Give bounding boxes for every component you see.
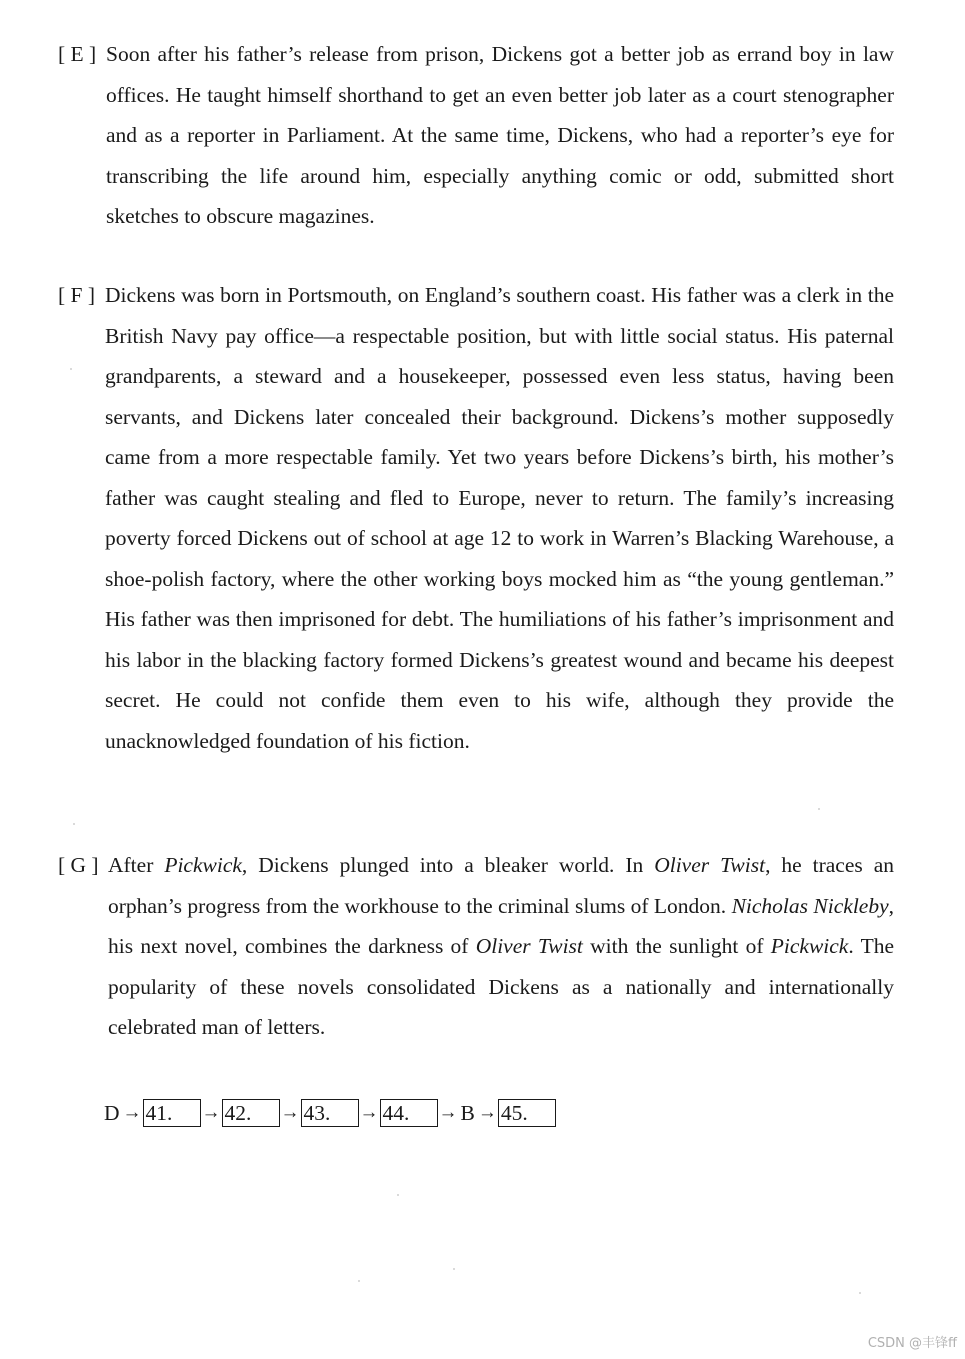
book-title-nicholas-nickleby: Nicholas Nickleby <box>731 893 889 918</box>
answer-box-45[interactable]: 45. <box>498 1099 556 1127</box>
paragraph-f <box>58 275 894 761</box>
scan-speck <box>859 1292 861 1294</box>
answer-box-42[interactable]: 42. <box>222 1099 280 1127</box>
paragraph-e <box>58 34 894 237</box>
text-segment: After <box>108 853 165 877</box>
watermark: CSDN @丰锋ff <box>867 1336 957 1351</box>
arrow-icon: → <box>280 1102 300 1123</box>
book-title-oliver-twist: Oliver Twist <box>654 853 766 877</box>
arrow-icon: → <box>122 1102 142 1123</box>
answer-box-43[interactable]: 43. <box>301 1099 359 1127</box>
answer-sequence <box>102 1096 556 1130</box>
paragraph-g <box>58 845 894 1048</box>
arrow-icon: → <box>201 1102 221 1123</box>
arrow-icon: → <box>438 1102 458 1123</box>
scan-speck <box>70 368 72 370</box>
paragraph-text-g <box>108 845 894 1048</box>
text-segment: , he traces an orphan’s progress from the workhouse to the criminal slums of London. <box>108 853 894 918</box>
sequence-middle-letter: B <box>460 1100 475 1125</box>
sequence-start-letter: D <box>104 1100 120 1125</box>
answer-box-41[interactable]: 41. <box>143 1099 201 1127</box>
scan-speck <box>358 1280 360 1282</box>
answer-box-44[interactable]: 44. <box>380 1099 438 1127</box>
scan-speck <box>453 1268 455 1270</box>
scan-speck <box>73 823 75 825</box>
paragraph-label-e: [ E ] <box>58 42 97 66</box>
text-segment: , his next novel, combines the darkness of <box>108 893 894 958</box>
arrow-icon: → <box>477 1102 497 1123</box>
book-title-oliver-twist: Oliver Twist <box>475 934 583 958</box>
scan-speck <box>818 808 820 810</box>
book-title-pickwick: Pickwick <box>164 853 242 877</box>
paragraph-text-e: Soon after his father’s release from prison, Dickens got a better job as errand boy in law offices. He taught himself shorthand to get an even better job later as a court stenographer and as a reporter in Parliament. At the same time, Dickens, who had a reporter’s eye for transcribing the life around him, especially anything comic or odd, submitted short sketches to obscure magazines. <box>106 42 894 228</box>
paragraph-label-g: [ G ] <box>58 853 99 877</box>
paragraph-label-f: [ F ] <box>58 283 96 307</box>
arrow-icon: → <box>359 1102 379 1123</box>
scan-speck <box>397 1194 399 1196</box>
paragraph-text-f: Dickens was born in Portsmouth, on England’s southern coast. His father was a clerk in the British Navy pay office—a respectable position, but with little social status. His paternal grandparents, a steward and a housekeeper, possessed even less status, having been servants, and Dickens later concealed their background. Dickens’s mother supposedly came from a more respectable family. Yet two years before Dickens’s birth, his mother’s father was caught stealing and fled to Europe, never to return. The family’s increasing poverty forced Dickens out of school at age 12 to work in Warren’s Blacking Warehouse, a shoe-polish factory, where the other working boys mocked him as “the young gentleman.” His father was then imprisoned for debt. The humiliations of his father’s imprisonment and his labor in the blacking factory formed Dickens’s greatest wound and became his deepest secret. He could not confide them even to his wife, although they provide the unacknowledged foundation of his fiction. <box>105 283 894 753</box>
text-segment: . The popularity of these novels consolidated Dickens as a nationally and internationally celebrated man of letters. <box>108 934 894 1039</box>
text-segment: , Dickens plunged into a bleaker world. In <box>241 853 655 877</box>
book-title-pickwick: Pickwick <box>770 934 849 958</box>
text-segment: with the sunlight of <box>582 934 771 958</box>
